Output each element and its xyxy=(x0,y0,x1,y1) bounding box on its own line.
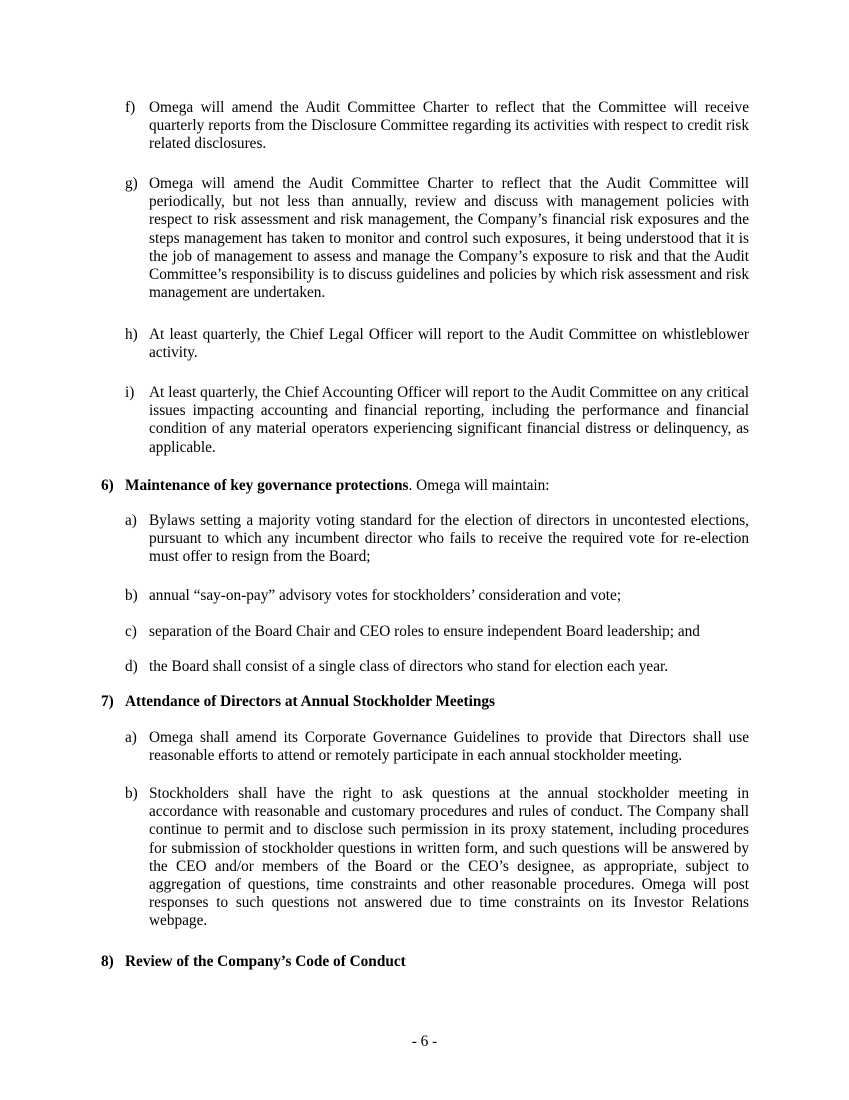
section-6-heading xyxy=(101,477,761,495)
item-text: Omega will amend the Audit Committee Charter to reflect that the Committee will receive quarterly reports from the Disclosure Committee regarding its activities with respect to credit risk related disclosures. xyxy=(149,99,749,153)
list-item-6b xyxy=(125,587,749,605)
section-7-heading xyxy=(101,693,761,711)
item-text: the Board shall consist of a single class of directors who stand for election each year. xyxy=(149,658,669,675)
item-label: h) xyxy=(125,326,138,343)
item-label: f) xyxy=(125,99,136,116)
item-text: At least quarterly, the Chief Accounting Officer will report to the Audit Committee on any critical issues impacting accounting and financial reporting, including the performance and financial condition of any material operators experiencing significant financial distress or delinquency, as applicable. xyxy=(149,384,749,456)
item-label: c) xyxy=(125,623,137,640)
list-item-6c xyxy=(125,623,749,641)
item-label: d) xyxy=(125,658,138,675)
section-title-tail: . Omega will maintain: xyxy=(408,477,550,494)
list-item-i xyxy=(125,384,749,457)
item-label: b) xyxy=(125,785,138,802)
item-label: a) xyxy=(125,512,137,529)
item-text: Stockholders shall have the right to ask questions at the annual stockholder meeting in accordance with reasonable and customary procedures and rules of conduct. The Company shall continue to permit and to disclose such permission in its proxy statement, including procedures for submission of stockholder questions in written form, and such questions will be answered by the CEO and/or members of the Board or the CEO’s designee, as appropriate, subject to aggregation of questions, time constraints and other reasonable procedures. Omega will post responses to such questions not answered due to time constraints on its Investor Relations webpage. xyxy=(149,785,749,930)
list-item-7a xyxy=(125,729,749,765)
item-text: Omega shall amend its Corporate Governance Guidelines to provide that Directors shall use reasonable efforts to attend or remotely participate in each annual stockholder meeting. xyxy=(149,729,749,765)
list-item-7b xyxy=(125,785,749,931)
list-item-g xyxy=(125,175,749,302)
section-number: 8) xyxy=(101,953,114,970)
section-title: Attendance of Directors at Annual Stockholder Meetings xyxy=(125,693,495,710)
list-item-f xyxy=(125,99,749,154)
section-title: Maintenance of key governance protections xyxy=(125,477,409,494)
section-number: 6) xyxy=(101,477,114,494)
item-label: g) xyxy=(125,175,138,192)
list-item-h xyxy=(125,326,749,362)
item-label: b) xyxy=(125,587,138,604)
item-text: annual “say-on-pay” advisory votes for stockholders’ consideration and vote; xyxy=(149,587,622,604)
item-text: separation of the Board Chair and CEO roles to ensure independent Board leadership; and xyxy=(149,623,700,640)
item-label: i) xyxy=(125,384,135,401)
section-number: 7) xyxy=(101,693,114,710)
section-title: Review of the Company’s Code of Conduct xyxy=(125,953,406,970)
item-text: Bylaws setting a majority voting standard for the election of directors in uncontested elections, pursuant to which any incumbent director who fails to receive the required vote for re-election must offer to resign from the Board; xyxy=(149,512,749,566)
item-label: a) xyxy=(125,729,137,746)
item-text: At least quarterly, the Chief Legal Officer will report to the Audit Committee on whistleblower activity. xyxy=(149,326,749,362)
list-item-6a xyxy=(125,512,749,567)
section-8-heading xyxy=(101,953,761,971)
page-number: - 6 - xyxy=(411,1033,438,1050)
list-item-6d xyxy=(125,658,749,676)
item-text: Omega will amend the Audit Committee Charter to reflect that the Audit Committee will periodically, but not less than annually, review and discuss with management policies with respect to risk assessment and risk management, the Company’s financial risk exposures and the steps management has taken to monitor and control such exposures, it being understood that it is the job of management to assess and manage the Company’s exposure to risk and that the Audit Committee’s responsibility is to discuss guidelines and policies by which risk assessment and risk management are undertaken. xyxy=(149,175,749,302)
